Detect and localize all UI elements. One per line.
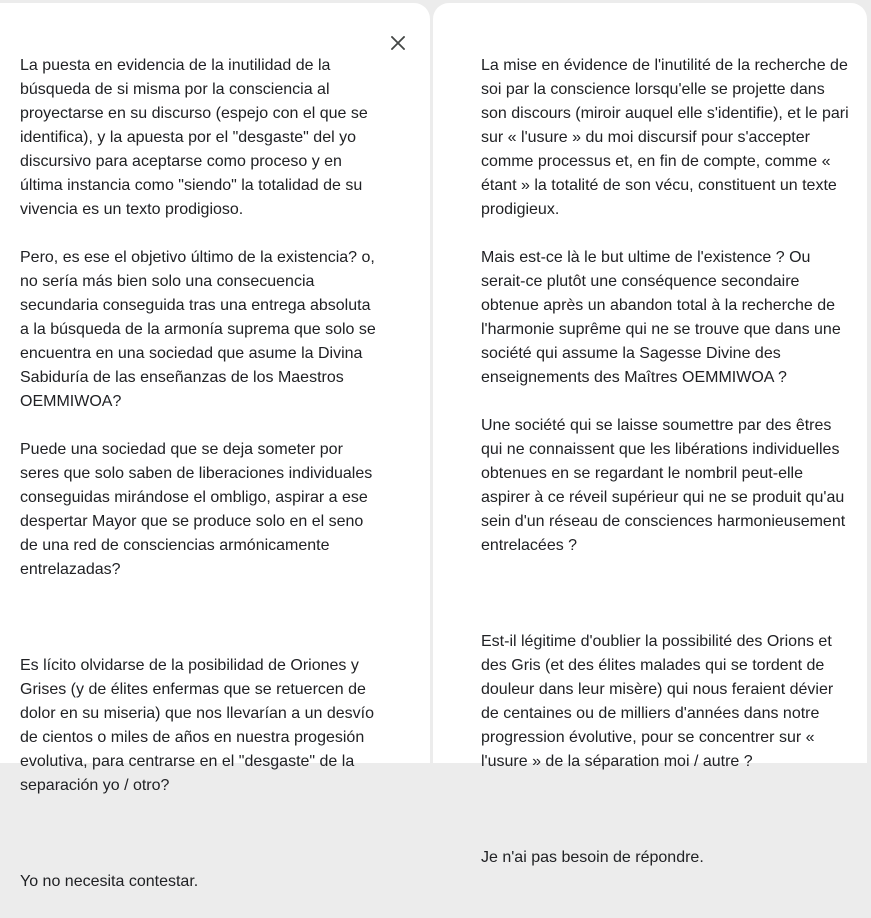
translation-paragraph-1: La mise en évidence de l'inutilité de la recherche de soi par la conscience lorsqu'elle se projette dans son discours (miroir auquel elle s'identifie), et le pari sur « l'usure » du moi discursif pour s'accepter comme processus et, en fin de compte, comme « étant » la totalité de son vécu, constituent un texte prodigieux. <box>481 57 849 218</box>
source-paragraph-4: Es lícito olvidarse de la posibilidad de Oriones y Grises (y de élites enfermas que se retuercen de dolor en su miseria) que nos llevarían a un desvío de cientos o miles de años en nuestra progesión evolutiva, para centrarse en el "desgaste" de la separación yo / otro? <box>20 657 374 794</box>
translation-paragraph-4: Est-il légitime d'oublier la possibilité des Orions et des Gris (et des élites malades qui se tordent de douleur dans leur misère) qui nous feraient dévier de centaines ou de milliers d'années dans notre progression évolutive, pour se concentrer sur « l'usure » de la séparation moi / autre ? <box>481 633 834 770</box>
source-paragraph-2: Pero, es ese el objetivo último de la existencia? o, no sería más bien solo una consecuencia secundaria conseguida tras una entrega absoluta a la búsqueda de la armonía suprema que solo se encuentra en una sociedad que asume la Divina Sabiduría de las enseñanzas de los Maestros OEMMIWOA? <box>20 249 376 410</box>
paragraph-gap <box>481 582 853 606</box>
paragraph-gap <box>481 798 853 822</box>
source-paragraph-1: La puesta en evidencia de la inutilidad de la búsqueda de si misma por la consciencia al proyectarse en su discurso (espejo con el que se identifica), y la apuesta por el "desgaste" del yo discursivo para aceptarse como proceso y en última instancia como "siendo" la totalidad de su vivencia es un texto prodigioso. <box>20 57 368 218</box>
close-icon <box>391 36 405 50</box>
paragraph-gap <box>20 606 380 630</box>
clear-source-button[interactable] <box>384 29 412 57</box>
translation-paragraph-3: Une société qui se laisse soumettre par des êtres qui ne connaissent que les libérations individuelles obtenues en se regardant le nombril peut-elle aspirer à ce réveil supérieur qui ne se produit qu'au sein d'un réseau de consciences harmonieusement entrelacées ? <box>481 417 846 554</box>
translation-text <box>481 30 853 894</box>
source-text-panel <box>0 3 430 890</box>
source-paragraph-3: Puede una sociedad que se deja someter por seres que solo saben de liberaciones individuales conseguidas mirándose el ombligo, aspirar a ese despertar Mayor que se produce solo en el seno de una red de consciencias armónicamente entrelazadas? <box>20 441 373 578</box>
translation-text-panel <box>433 3 867 866</box>
source-paragraph-5: Yo no necesita contestar. <box>20 873 199 890</box>
source-text[interactable] <box>20 30 380 918</box>
paragraph-gap <box>20 822 380 846</box>
translation-paragraph-5: Je n'ai pas besoin de répondre. <box>481 849 704 866</box>
translation-paragraph-2: Mais est-ce là le but ultime de l'existence ? Ou serait-ce plutôt une conséquence secondaire obtenue après un abandon total à la recherche de l'harmonie suprême qui ne se trouve que dans une société qui assume la Sagesse Divine des enseignements des Maîtres OEMMIWOA ? <box>481 249 841 386</box>
